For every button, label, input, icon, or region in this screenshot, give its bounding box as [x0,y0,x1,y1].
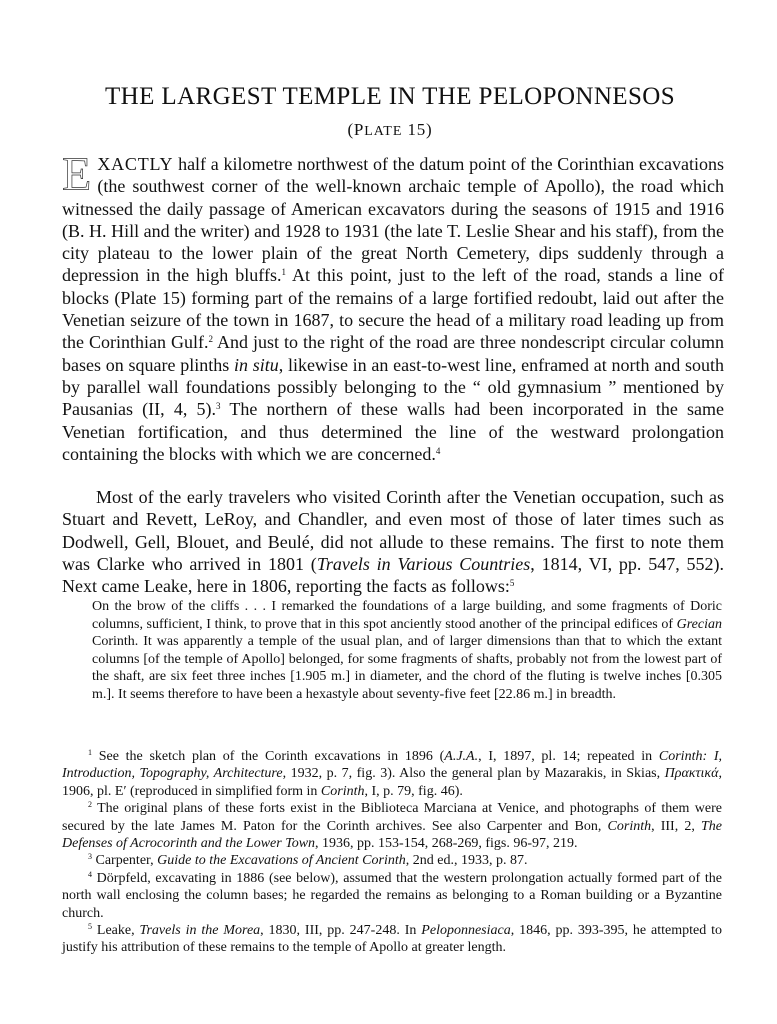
text-run: Corinth. It was apparently a temple of the usual plan, and of larger dimensions than that to which the extant columns [of the temple of Apollo] belonged, for some fragments of shafts, probably not from the lowest part of the shaft, are six feet three inches [1.905 m.] in diameter, and the chord of the fluting is twelve inches [0.305 m.]. It seems therefore to have been a hexastyle about seventy-five feet [22.86 m.] in breadth. [92,634,722,702]
italic-title: Travels in the Morea [139,923,261,939]
text-run: See the sketch plan of the Corinth excavations in 1896 ( [92,749,445,764]
plate-reference: (PLATE 15) [347,120,433,139]
footnote-3 [62,852,722,869]
footnote-number: 4 [88,869,92,879]
text-run: , I, p. 79, fig. 46). [364,783,463,799]
body-paragraph-1 [62,148,725,465]
text-run: Most of the early travelers who visited Corinth after the Venetian occupation, such as Stuart and Revett, LeRoy, and Chandler, and even most of those of later times such as Dodwell, Gell, Blouet, and Beulé, did not allude to these remains. The first to note them was Clarke who arrived in 1801 ( [62,487,724,574]
footnotes-section [62,748,722,957]
text-run: The northern of these walls had been incorporated in the same Venetian fortification, and thus determined the line of the westward prolongation containing the blocks with which we are concerned. [62,399,725,464]
lead-word: XACTLY [97,154,174,174]
footnote-number: 5 [88,922,92,932]
text-run: , 1932, p. 7, fig. 3). Also the general plan by Mazarakis, in Skias, [282,766,665,782]
footnote-ref-5[interactable]: 5 [509,578,515,589]
italic-phrase: in situ [233,354,279,375]
text-run: Dörpfeld, excavating in 1886 (see below), assumed that the western prolongation actually formed part of the north wall enclosing the column bases; he regarded the remains as belonging to a Roman building or a Byzantine church. [62,870,722,921]
italic-title: Πρακτικά [664,766,719,782]
text-run: On the brow of the cliffs . . . I remarked the foundations of a large building, and some fragments of Doric columns, sufficient, I think, to prove that in this spot anciently stood another of the principal edifices of [92,599,722,632]
footnote-number: 2 [88,800,92,810]
footnote-1 [62,748,722,800]
italic-title: Travels in Various Countries [316,553,531,574]
text-run: Leake, [92,923,140,939]
text-run: , I, 1897, pl. 14; repeated in [478,749,659,764]
italic-title: Guide to the Excavations of Ancient Corinth [157,853,406,869]
text-run: And just to the right of the road are three nondescript circular column bases on square plinths [62,332,724,375]
footnote-number: 3 [88,852,92,862]
text-run: , 1846, pp. 393-395, he attempted to justify his attribution of these remains to the temple of Apollo at greater length. [62,923,723,956]
footnote-5 [62,922,722,957]
article-title: THE LARGEST TEMPLE IN THE PELOPONNESOS [104,83,676,110]
italic-title: The Defenses of Acrocorinth and the Lower Town [62,818,722,852]
footnote-2 [62,800,722,852]
drop-cap: E [62,148,92,201]
text-run: , III, 2, [651,818,701,834]
italic-title: Corinth [607,818,652,834]
text-run: half a kilometre northwest of the datum point of the Corinthian excavations (the southwest corner of the well-known archaic temple of Apollo), the road which witnessed the daily passage of American excavators during the seasons of 1915 and 1916 (B. H. Hill and the writer) and 1928 to 1931 (the late T. Leslie Shear and his staff), from the city plateau to the lower plain of the great North Cemetery, dips suddenly through a depression in the high bluffs. [62,154,724,286]
text-run: Carpenter, [92,853,158,869]
footnote-ref-4[interactable]: 4 [435,445,441,456]
footnote-ref-3[interactable]: 3 [216,401,221,412]
italic-word: Grecian [676,616,722,632]
text-run: At this point, just to the left of the road, stands a line of blocks (Plate 15) forming part of the remains of a large fortified redoubt, laid out after the Venetian seizure of the town in 1687, to secure the head of a military road leading up from the Corinthian Gulf. [62,265,724,353]
text-run: , 1830, III, pp. 247-248. In [260,923,422,939]
text-run: The original plans of these forts exist in the Biblioteca Marciana at Venice, and photographs of them were secured by the late James M. Paton for the Corinth archives. See also Carpenter and Bon, [62,801,722,834]
footnote-number: 1 [88,748,92,757]
text-run: , 1906, pl. Ε′ (reproduced in simplified form in [62,766,722,799]
footnote-4 [62,870,722,922]
italic-title: Peloponnesiaca [421,923,511,939]
text-run: , 1936, pp. 153-154, 268-269, figs. 96-97, 219. [315,836,578,852]
footnote-ref-1[interactable]: 1 [281,267,286,278]
italic-title: Corinth [320,783,365,799]
body-paragraph-2 [62,486,724,597]
footnote-ref-2[interactable]: 2 [208,334,213,345]
italic-title: A.J.A. [444,749,479,764]
text-run: , likewise in an east-to-west line, enframed at north and south by parallel wall foundations possibly belonging to the “ old gymnasium ” mentioned by Pausanias (II, 4, 5). [62,354,724,420]
italic-title: Corinth: I, Introduction, Topography, Architecture [62,749,722,782]
block-quote [92,598,722,704]
text-run: , 2nd ed., 1933, p. 87. [405,853,528,869]
text-run: , 1814, VI, pp. 547, 552). Next came Leake, here in 1806, reporting the facts as follows: [62,553,725,597]
